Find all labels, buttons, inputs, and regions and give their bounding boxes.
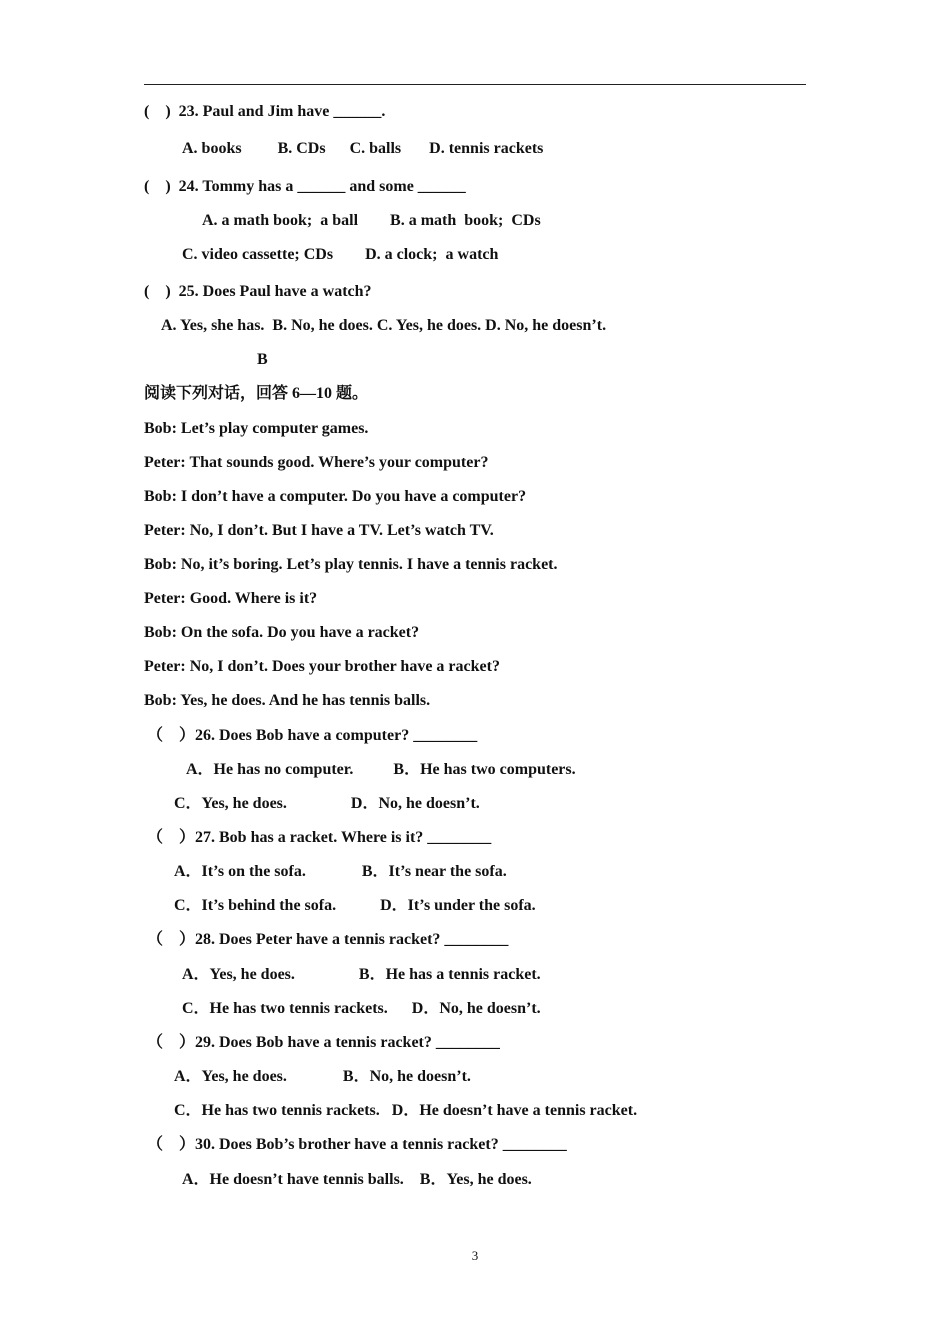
dialogue-line: Peter: No, I don’t. Does your brother have a racket? <box>144 658 500 675</box>
question-24-options-ab: A. a math book; a ball B. a math book; CDs <box>202 212 541 229</box>
dialogue-line: Bob: I don’t have a computer. Do you have a computer? <box>144 488 527 505</box>
dialogue-line: Bob: On the sofa. Do you have a racket? <box>144 624 420 641</box>
section-b-heading: B <box>257 351 268 368</box>
question-26: （ ）26. Does Bob have a computer? ________ <box>147 727 478 744</box>
dialogue-line: Bob: Yes, he does. And he has tennis balls. <box>144 692 431 709</box>
question-28-options-cd: C．He has two tennis rackets. D．No, he doesn’t. <box>182 1000 541 1017</box>
dialogue-line: Bob: No, it’s boring. Let’s play tennis. I have a tennis racket. <box>144 556 558 573</box>
question-29-options-ab: A．Yes, he does. B．No, he doesn’t. <box>174 1068 471 1085</box>
question-25-options: A. Yes, she has. B. No, he does. C. Yes, he does. D. No, he doesn’t. <box>161 317 607 334</box>
question-23: ( ) 23. Paul and Jim have ______. <box>144 103 386 120</box>
header-rule <box>144 84 806 85</box>
dialogue-line: Peter: No, I don’t. But I have a TV. Let’s watch TV. <box>144 522 494 539</box>
question-26-options-ab: A．He has no computer. B．He has two computers. <box>186 761 576 778</box>
question-28-options-ab: A．Yes, he does. B．He has a tennis racket. <box>182 966 541 983</box>
question-30-options: A．He doesn’t have tennis balls. B．Yes, he does. <box>182 1171 532 1188</box>
question-25: ( ) 25. Does Paul have a watch? <box>144 283 372 300</box>
question-29: （ ）29. Does Bob have a tennis racket? ________ <box>147 1034 500 1051</box>
question-27-options-cd: C．It’s behind the sofa. D．It’s under the sofa. <box>174 897 536 914</box>
question-23-options: A. books B. CDs C. balls D. tennis rackets <box>182 140 544 157</box>
question-26-options-cd: C．Yes, he does. D．No, he doesn’t. <box>174 795 480 812</box>
question-27-options-ab: A．It’s on the sofa. B．It’s near the sofa. <box>174 863 507 880</box>
question-27: （ ）27. Bob has a racket. Where is it? ________ <box>147 829 492 846</box>
dialogue-line: Peter: Good. Where is it? <box>144 590 318 607</box>
reading-instruction: 阅读下列对话，回答 6—10 题。 <box>144 385 369 402</box>
dialogue-line: Bob: Let’s play computer games. <box>144 420 369 437</box>
question-24-options-cd: C. video cassette; CDs D. a clock; a watch <box>182 246 499 263</box>
question-24: ( ) 24. Tommy has a ______ and some ______ <box>144 178 466 195</box>
dialogue-line: Peter: That sounds good. Where’s your computer? <box>144 454 489 471</box>
question-29-options-cd: C．He has two tennis rackets. D．He doesn’t have a tennis racket. <box>174 1102 638 1119</box>
question-28: （ ）28. Does Peter have a tennis racket? ________ <box>147 931 509 948</box>
page-number: 3 <box>471 1248 479 1263</box>
question-30: （ ）30. Does Bob’s brother have a tennis racket? ________ <box>147 1136 567 1153</box>
